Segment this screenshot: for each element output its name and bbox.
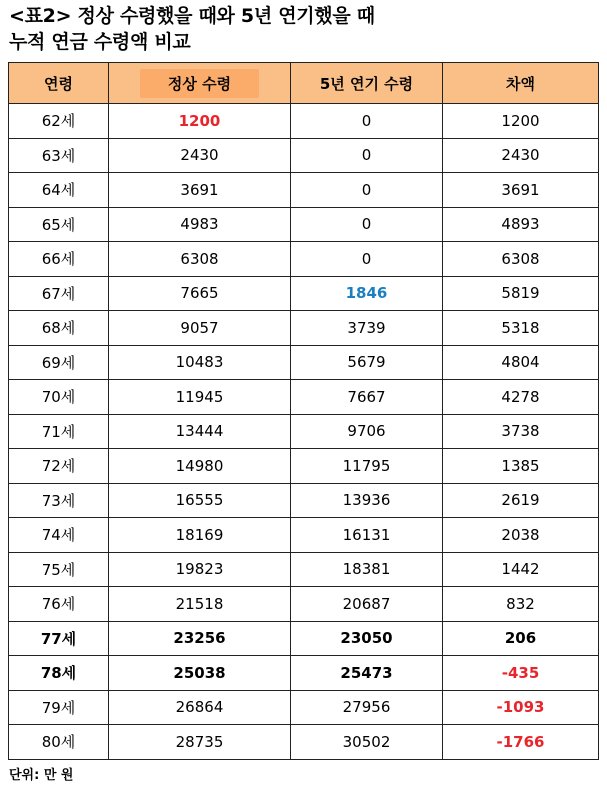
table-row <box>9 104 599 139</box>
cell-difference: 206 <box>443 621 599 656</box>
cell-difference: 4804 <box>443 345 599 380</box>
cell-difference: 1442 <box>443 552 599 587</box>
title-line-2: 누적 연금 수령액 비교 <box>9 31 191 53</box>
cell-deferred-receipt: 0 <box>291 207 443 242</box>
cell-difference: 2430 <box>443 138 599 173</box>
cell-difference: 1385 <box>443 449 599 484</box>
table-row <box>9 690 599 725</box>
table-row <box>9 345 599 380</box>
cell-deferred-receipt: 1846 <box>291 276 443 311</box>
cell-deferred-receipt: 23050 <box>291 621 443 656</box>
cell-deferred-receipt: 9706 <box>291 414 443 449</box>
cell-deferred-receipt: 30502 <box>291 725 443 760</box>
cell-normal-receipt: 21518 <box>109 587 291 622</box>
table-row <box>9 173 599 208</box>
cell-difference: 5819 <box>443 276 599 311</box>
cell-difference: 5318 <box>443 311 599 346</box>
cell-age: 80세 <box>9 725 109 760</box>
table-body <box>9 104 599 760</box>
cell-normal-receipt: 25038 <box>109 656 291 691</box>
table-row <box>9 242 599 277</box>
table-row <box>9 207 599 242</box>
cell-normal-receipt: 1200 <box>109 104 291 139</box>
cell-age: 79세 <box>9 690 109 725</box>
cell-age: 65세 <box>9 207 109 242</box>
cell-difference: 1200 <box>443 104 599 139</box>
cell-difference: 6308 <box>443 242 599 277</box>
cell-age: 73세 <box>9 483 109 518</box>
header-deferred-receipt: 5년 연기 수령 <box>291 63 443 104</box>
cell-normal-receipt: 14980 <box>109 449 291 484</box>
cell-deferred-receipt: 5679 <box>291 345 443 380</box>
cell-difference: 3738 <box>443 414 599 449</box>
cell-difference: 3691 <box>443 173 599 208</box>
cell-normal-receipt: 19823 <box>109 552 291 587</box>
pension-comparison-table <box>8 62 599 760</box>
cell-deferred-receipt: 11795 <box>291 449 443 484</box>
cell-age: 69세 <box>9 345 109 380</box>
cell-normal-receipt: 18169 <box>109 518 291 553</box>
table-row <box>9 552 599 587</box>
cell-normal-receipt: 2430 <box>109 138 291 173</box>
cell-deferred-receipt: 0 <box>291 242 443 277</box>
cell-deferred-receipt: 27956 <box>291 690 443 725</box>
table-row <box>9 311 599 346</box>
cell-normal-receipt: 3691 <box>109 173 291 208</box>
cell-normal-receipt: 10483 <box>109 345 291 380</box>
cell-normal-receipt: 23256 <box>109 621 291 656</box>
cell-difference: 2619 <box>443 483 599 518</box>
cell-age: 62세 <box>9 104 109 139</box>
cell-difference: 4278 <box>443 380 599 415</box>
title-line-1: <표2> 정상 수령했을 때와 5년 연기했을 때 <box>9 5 375 27</box>
header-normal-receipt <box>109 63 291 104</box>
cell-deferred-receipt: 0 <box>291 104 443 139</box>
header-age: 연령 <box>9 63 109 104</box>
cell-age: 77세 <box>9 621 109 656</box>
table-row <box>9 380 599 415</box>
cell-age: 67세 <box>9 276 109 311</box>
cell-difference: -435 <box>443 656 599 691</box>
unit-note: 단위: 만 원 <box>9 768 74 783</box>
table-row <box>9 483 599 518</box>
cell-difference: 832 <box>443 587 599 622</box>
header-normal-highlight: 정상 수령 <box>140 69 259 98</box>
table-row <box>9 656 599 691</box>
table-row <box>9 138 599 173</box>
cell-age: 74세 <box>9 518 109 553</box>
cell-age: 71세 <box>9 414 109 449</box>
cell-normal-receipt: 9057 <box>109 311 291 346</box>
cell-deferred-receipt: 7667 <box>291 380 443 415</box>
table-row <box>9 725 599 760</box>
table-row <box>9 414 599 449</box>
cell-age: 72세 <box>9 449 109 484</box>
cell-difference: -1766 <box>443 725 599 760</box>
cell-deferred-receipt: 25473 <box>291 656 443 691</box>
header-difference: 차액 <box>443 63 599 104</box>
cell-normal-receipt: 28735 <box>109 725 291 760</box>
cell-age: 64세 <box>9 173 109 208</box>
cell-age: 70세 <box>9 380 109 415</box>
cell-age: 66세 <box>9 242 109 277</box>
cell-deferred-receipt: 13936 <box>291 483 443 518</box>
document-title <box>9 3 375 55</box>
table-row <box>9 276 599 311</box>
cell-difference: 4893 <box>443 207 599 242</box>
cell-age: 75세 <box>9 552 109 587</box>
table-header-row <box>9 63 599 104</box>
cell-age: 63세 <box>9 138 109 173</box>
cell-normal-receipt: 11945 <box>109 380 291 415</box>
cell-deferred-receipt: 0 <box>291 138 443 173</box>
table-row <box>9 449 599 484</box>
cell-normal-receipt: 16555 <box>109 483 291 518</box>
cell-age: 68세 <box>9 311 109 346</box>
table-row <box>9 587 599 622</box>
cell-deferred-receipt: 20687 <box>291 587 443 622</box>
cell-deferred-receipt: 3739 <box>291 311 443 346</box>
cell-normal-receipt: 26864 <box>109 690 291 725</box>
table-row <box>9 621 599 656</box>
cell-difference: -1093 <box>443 690 599 725</box>
cell-normal-receipt: 4983 <box>109 207 291 242</box>
cell-normal-receipt: 7665 <box>109 276 291 311</box>
cell-age: 78세 <box>9 656 109 691</box>
cell-normal-receipt: 6308 <box>109 242 291 277</box>
cell-deferred-receipt: 16131 <box>291 518 443 553</box>
cell-deferred-receipt: 18381 <box>291 552 443 587</box>
cell-age: 76세 <box>9 587 109 622</box>
table-row <box>9 518 599 553</box>
cell-difference: 2038 <box>443 518 599 553</box>
cell-normal-receipt: 13444 <box>109 414 291 449</box>
cell-deferred-receipt: 0 <box>291 173 443 208</box>
